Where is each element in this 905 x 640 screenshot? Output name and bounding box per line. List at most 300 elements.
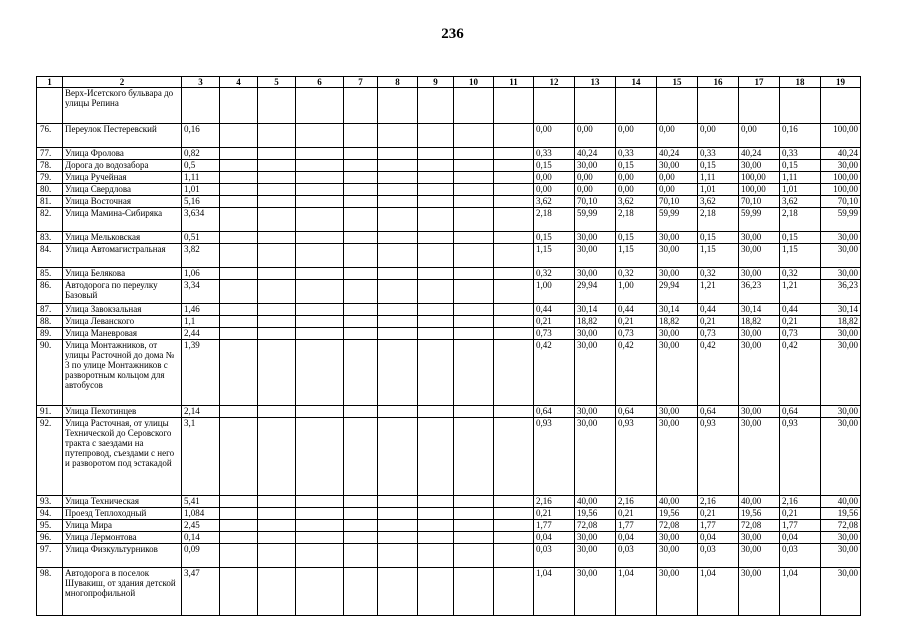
road-length: 3,634 (182, 208, 220, 232)
empty-cell (296, 88, 344, 124)
value-cell: 19,56 (575, 508, 616, 520)
empty-cell (258, 316, 296, 328)
empty-cell (296, 520, 344, 532)
value-cell: 0,44 (780, 304, 821, 316)
empty-cell (494, 184, 534, 196)
value-cell (821, 88, 861, 124)
empty-cell (220, 268, 258, 280)
value-cell: 0,21 (616, 508, 657, 520)
empty-cell (258, 280, 296, 304)
value-cell: 30,00 (657, 544, 698, 568)
road-name: Улица Белякова (63, 268, 182, 280)
empty-cell (296, 268, 344, 280)
row-number: 96. (37, 532, 63, 544)
empty-cell (296, 418, 344, 496)
road-length: 5,41 (182, 496, 220, 508)
table-row (37, 160, 861, 172)
value-cell: 72,08 (575, 520, 616, 532)
value-cell: 1,77 (698, 520, 739, 532)
road-name: Улица Мельковская (63, 232, 182, 244)
row-number: 97. (37, 544, 63, 568)
empty-cell (258, 520, 296, 532)
empty-cell (220, 124, 258, 148)
value-cell: 0,15 (698, 160, 739, 172)
empty-cell (258, 418, 296, 496)
empty-cell (494, 544, 534, 568)
empty-cell (494, 232, 534, 244)
value-cell (657, 88, 698, 124)
empty-cell (296, 508, 344, 520)
empty-cell (378, 148, 418, 160)
value-cell: 0,73 (534, 328, 575, 340)
value-cell: 0,44 (534, 304, 575, 316)
value-cell (698, 88, 739, 124)
value-cell: 30,00 (657, 418, 698, 496)
value-cell: 30,00 (575, 568, 616, 616)
empty-cell (418, 160, 454, 172)
empty-cell (258, 208, 296, 232)
road-name: Дорога до водозабора (63, 160, 182, 172)
empty-cell (418, 88, 454, 124)
road-length: 2,44 (182, 328, 220, 340)
empty-cell (220, 280, 258, 304)
empty-cell (418, 208, 454, 232)
value-cell: 30,00 (821, 568, 861, 616)
empty-cell (418, 124, 454, 148)
empty-cell (494, 418, 534, 496)
road-name: Улица Завокзальная (63, 304, 182, 316)
empty-cell (454, 124, 494, 148)
value-cell: 2,18 (534, 208, 575, 232)
empty-cell (454, 304, 494, 316)
value-cell (780, 88, 821, 124)
empty-cell (454, 316, 494, 328)
empty-cell (344, 232, 378, 244)
empty-cell (344, 208, 378, 232)
value-cell: 0,15 (616, 160, 657, 172)
empty-cell (454, 208, 494, 232)
value-cell: 59,99 (739, 208, 780, 232)
empty-cell (344, 244, 378, 268)
value-cell: 0,21 (534, 316, 575, 328)
row-number: 76. (37, 124, 63, 148)
value-cell: 3,62 (698, 196, 739, 208)
empty-cell (454, 196, 494, 208)
value-cell: 0,21 (780, 508, 821, 520)
value-cell: 30,00 (739, 268, 780, 280)
value-cell: 0,21 (534, 508, 575, 520)
value-cell: 0,15 (616, 232, 657, 244)
empty-cell (344, 268, 378, 280)
value-cell: 0,16 (780, 124, 821, 148)
table-row (37, 418, 861, 496)
header-cell: 1 (37, 77, 63, 88)
value-cell: 30,00 (657, 232, 698, 244)
empty-cell (344, 406, 378, 418)
value-cell: 40,00 (575, 496, 616, 508)
value-cell: 2,16 (698, 496, 739, 508)
header-cell: 14 (616, 77, 657, 88)
road-name: Улица Мира (63, 520, 182, 532)
empty-cell (454, 268, 494, 280)
empty-cell (220, 160, 258, 172)
value-cell: 30,00 (575, 160, 616, 172)
road-length: 0,82 (182, 148, 220, 160)
empty-cell (344, 520, 378, 532)
value-cell: 30,00 (821, 544, 861, 568)
value-cell: 0,00 (657, 124, 698, 148)
value-cell: 30,00 (575, 406, 616, 418)
value-cell: 0,00 (616, 172, 657, 184)
road-length: 0,5 (182, 160, 220, 172)
empty-cell (494, 304, 534, 316)
empty-cell (296, 532, 344, 544)
empty-cell (418, 496, 454, 508)
empty-cell (494, 268, 534, 280)
header-cell: 11 (494, 77, 534, 88)
empty-cell (454, 418, 494, 496)
empty-cell (378, 328, 418, 340)
empty-cell (258, 232, 296, 244)
empty-cell (378, 418, 418, 496)
empty-cell (454, 496, 494, 508)
table-row (37, 148, 861, 160)
row-number: 88. (37, 316, 63, 328)
value-cell: 0,00 (575, 124, 616, 148)
empty-cell (344, 316, 378, 328)
value-cell: 30,00 (739, 340, 780, 406)
value-cell: 1,04 (780, 568, 821, 616)
value-cell: 30,00 (821, 340, 861, 406)
empty-cell (296, 232, 344, 244)
header-cell: 15 (657, 77, 698, 88)
empty-cell (454, 406, 494, 418)
value-cell: 40,00 (657, 496, 698, 508)
value-cell: 0,33 (534, 148, 575, 160)
empty-cell (220, 568, 258, 616)
value-cell: 30,00 (657, 568, 698, 616)
empty-cell (494, 208, 534, 232)
value-cell: 30,00 (575, 268, 616, 280)
value-cell: 0,64 (698, 406, 739, 418)
value-cell: 0,03 (698, 544, 739, 568)
empty-cell (418, 406, 454, 418)
value-cell: 30,00 (739, 406, 780, 418)
road-length: 5,16 (182, 196, 220, 208)
empty-cell (454, 244, 494, 268)
value-cell: 0,33 (698, 148, 739, 160)
road-name: Улица Восточная (63, 196, 182, 208)
empty-cell (258, 496, 296, 508)
page-number: 236 (441, 26, 464, 42)
value-cell: 0,00 (575, 172, 616, 184)
row-number: 83. (37, 232, 63, 244)
value-cell: 40,00 (739, 496, 780, 508)
empty-cell (258, 328, 296, 340)
value-cell: 30,00 (739, 244, 780, 268)
empty-cell (378, 406, 418, 418)
empty-cell (494, 148, 534, 160)
empty-cell (418, 532, 454, 544)
value-cell: 1,21 (780, 280, 821, 304)
empty-cell (258, 568, 296, 616)
value-cell: 0,93 (780, 418, 821, 496)
empty-cell (494, 508, 534, 520)
empty-cell (344, 508, 378, 520)
row-number (37, 88, 63, 124)
table-row (37, 232, 861, 244)
empty-cell (454, 328, 494, 340)
empty-cell (378, 568, 418, 616)
empty-cell (258, 268, 296, 280)
value-cell: 2,16 (780, 496, 821, 508)
table-row (37, 208, 861, 232)
road-name: Улица Фролова (63, 148, 182, 160)
value-cell: 30,00 (657, 328, 698, 340)
empty-cell (296, 328, 344, 340)
empty-cell (344, 88, 378, 124)
value-cell: 0,93 (698, 418, 739, 496)
empty-cell (258, 304, 296, 316)
table-row (37, 244, 861, 268)
empty-cell (418, 148, 454, 160)
empty-cell (258, 508, 296, 520)
empty-cell (378, 172, 418, 184)
value-cell: 40,24 (739, 148, 780, 160)
value-cell: 0,04 (780, 532, 821, 544)
row-number: 90. (37, 340, 63, 406)
value-cell: 30,00 (657, 244, 698, 268)
header-cell: 4 (220, 77, 258, 88)
empty-cell (344, 532, 378, 544)
value-cell: 0,04 (698, 532, 739, 544)
road-length: 1,01 (182, 184, 220, 196)
empty-cell (258, 406, 296, 418)
value-cell: 0,73 (698, 328, 739, 340)
value-cell: 0,64 (616, 406, 657, 418)
value-cell: 1,21 (698, 280, 739, 304)
empty-cell (220, 88, 258, 124)
header-cell: 12 (534, 77, 575, 88)
value-cell: 19,56 (739, 508, 780, 520)
empty-cell (418, 232, 454, 244)
empty-cell (378, 208, 418, 232)
table-row (37, 172, 861, 184)
row-number: 82. (37, 208, 63, 232)
value-cell: 0,93 (534, 418, 575, 496)
road-length: 0,51 (182, 232, 220, 244)
value-cell: 3,62 (616, 196, 657, 208)
value-cell: 0,32 (780, 268, 821, 280)
header-cell: 8 (378, 77, 418, 88)
value-cell: 30,00 (575, 244, 616, 268)
value-cell: 2,16 (616, 496, 657, 508)
empty-cell (220, 316, 258, 328)
value-cell: 30,00 (739, 160, 780, 172)
value-cell: 0,03 (534, 544, 575, 568)
value-cell: 0,42 (534, 340, 575, 406)
empty-cell (258, 544, 296, 568)
road-name: Верх-Исетского бульвара до улицы Репина (63, 88, 182, 124)
road-length: 1,084 (182, 508, 220, 520)
value-cell: 2,18 (698, 208, 739, 232)
value-cell: 30,14 (575, 304, 616, 316)
empty-cell (378, 160, 418, 172)
value-cell: 72,08 (657, 520, 698, 532)
empty-cell (296, 544, 344, 568)
value-cell: 30,00 (657, 160, 698, 172)
road-name: Улица Техническая (63, 496, 182, 508)
empty-cell (454, 520, 494, 532)
empty-cell (378, 196, 418, 208)
empty-cell (258, 532, 296, 544)
row-number: 85. (37, 268, 63, 280)
empty-cell (258, 340, 296, 406)
value-cell: 30,00 (739, 532, 780, 544)
value-cell: 30,00 (657, 340, 698, 406)
value-cell: 30,00 (575, 532, 616, 544)
empty-cell (296, 208, 344, 232)
empty-cell (494, 196, 534, 208)
header-cell: 19 (821, 77, 861, 88)
empty-cell (494, 496, 534, 508)
row-number: 81. (37, 196, 63, 208)
value-cell: 30,00 (821, 160, 861, 172)
value-cell: 0,15 (698, 232, 739, 244)
value-cell: 70,10 (575, 196, 616, 208)
empty-cell (494, 124, 534, 148)
row-number: 92. (37, 418, 63, 496)
value-cell: 1,04 (698, 568, 739, 616)
value-cell: 29,94 (575, 280, 616, 304)
value-cell (534, 88, 575, 124)
empty-cell (220, 232, 258, 244)
value-cell: 30,00 (575, 340, 616, 406)
value-cell: 18,82 (657, 316, 698, 328)
empty-cell (296, 406, 344, 418)
value-cell: 1,15 (698, 244, 739, 268)
empty-cell (344, 124, 378, 148)
empty-cell (220, 496, 258, 508)
value-cell: 0,32 (534, 268, 575, 280)
empty-cell (258, 88, 296, 124)
empty-cell (296, 160, 344, 172)
empty-cell (418, 568, 454, 616)
value-cell: 30,00 (739, 232, 780, 244)
header-row (37, 77, 861, 88)
value-cell: 100,00 (739, 172, 780, 184)
value-cell: 30,00 (575, 418, 616, 496)
empty-cell (494, 244, 534, 268)
empty-cell (494, 568, 534, 616)
table-row (37, 124, 861, 148)
value-cell: 2,18 (616, 208, 657, 232)
empty-cell (494, 532, 534, 544)
empty-cell (418, 508, 454, 520)
empty-cell (378, 340, 418, 406)
value-cell: 30,00 (575, 544, 616, 568)
empty-cell (220, 508, 258, 520)
road-name: Улица Мамина-Сибиряка (63, 208, 182, 232)
empty-cell (258, 124, 296, 148)
value-cell: 0,73 (780, 328, 821, 340)
row-number: 98. (37, 568, 63, 616)
value-cell: 30,00 (821, 244, 861, 268)
value-cell: 59,99 (575, 208, 616, 232)
value-cell: 0,21 (698, 508, 739, 520)
empty-cell (378, 532, 418, 544)
value-cell: 0,03 (780, 544, 821, 568)
value-cell (616, 88, 657, 124)
empty-cell (378, 316, 418, 328)
empty-cell (258, 148, 296, 160)
road-name: Улица Свердлова (63, 184, 182, 196)
value-cell: 0,00 (534, 184, 575, 196)
header-cell: 3 (182, 77, 220, 88)
empty-cell (220, 544, 258, 568)
empty-cell (258, 160, 296, 172)
value-cell: 36,23 (739, 280, 780, 304)
road-length: 2,45 (182, 520, 220, 532)
value-cell: 18,82 (575, 316, 616, 328)
value-cell: 30,00 (657, 532, 698, 544)
header-cell: 2 (63, 77, 182, 88)
value-cell: 0,21 (698, 316, 739, 328)
empty-cell (454, 184, 494, 196)
empty-cell (378, 268, 418, 280)
value-cell: 19,56 (821, 508, 861, 520)
table-row (37, 304, 861, 316)
empty-cell (494, 406, 534, 418)
row-number: 86. (37, 280, 63, 304)
value-cell: 0,15 (780, 160, 821, 172)
table-row (37, 184, 861, 196)
value-cell: 100,00 (739, 184, 780, 196)
road-name: Улица Расточная, от улицы Технической до Серовского тракта с заездами на путепровод, съездами с него и разворотом под эстакадой (63, 418, 182, 496)
value-cell: 30,00 (821, 532, 861, 544)
table-row (37, 496, 861, 508)
empty-cell (220, 406, 258, 418)
empty-cell (378, 244, 418, 268)
value-cell: 0,21 (780, 316, 821, 328)
road-length: 1,39 (182, 340, 220, 406)
empty-cell (220, 196, 258, 208)
value-cell: 2,18 (780, 208, 821, 232)
empty-cell (378, 520, 418, 532)
row-number: 79. (37, 172, 63, 184)
value-cell: 70,10 (739, 196, 780, 208)
value-cell: 0,00 (534, 172, 575, 184)
empty-cell (220, 148, 258, 160)
empty-cell (378, 232, 418, 244)
value-cell: 29,94 (657, 280, 698, 304)
value-cell: 0,04 (534, 532, 575, 544)
value-cell: 0,42 (780, 340, 821, 406)
value-cell: 59,99 (657, 208, 698, 232)
empty-cell (344, 496, 378, 508)
road-length: 1,46 (182, 304, 220, 316)
road-name: Автодорога по переулку Базовый (63, 280, 182, 304)
value-cell: 0,00 (616, 184, 657, 196)
value-cell: 100,00 (821, 184, 861, 196)
value-cell: 0,42 (616, 340, 657, 406)
empty-cell (454, 544, 494, 568)
empty-cell (494, 316, 534, 328)
empty-cell (454, 568, 494, 616)
empty-cell (454, 160, 494, 172)
value-cell: 0,73 (616, 328, 657, 340)
road-name: Улица Лермонтова (63, 532, 182, 544)
